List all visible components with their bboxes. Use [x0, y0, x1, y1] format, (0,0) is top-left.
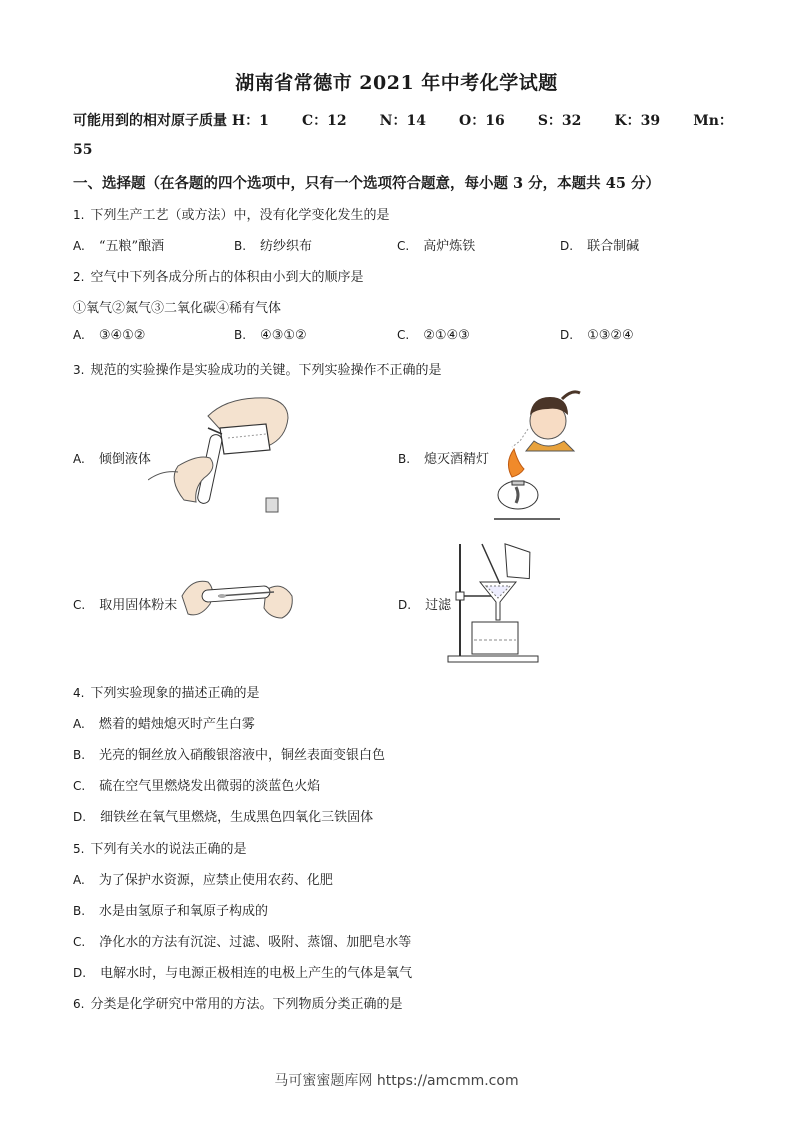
- question-text: 下列生产工艺（或方法）中，没有化学变化发生的是: [90, 208, 390, 223]
- section-heading: 一、选择题（在各题的四个选项中，只有一个选项符合题意，每小题 3 分，本题共 45 分）: [73, 175, 660, 192]
- question-4: [73, 682, 259, 701]
- question-text: 下列实验现象的描述正确的是: [90, 686, 260, 701]
- question-3: [73, 359, 441, 378]
- option-d: D. 联合制碱: [560, 239, 640, 254]
- option-d: D. 电解水时，与电源正极相连的电极上产生的气体是氧气: [73, 966, 413, 981]
- atomic-masses-label: 可能用到的相对原子质量 H：1: [73, 113, 269, 129]
- filtration-figure: [446, 540, 541, 666]
- atomic-mass-mn: Mn：: [693, 113, 733, 129]
- atomic-masses: [73, 110, 733, 130]
- option-b: B. 光亮的铜丝放入硝酸银溶液中，铜丝表面变银白色: [73, 748, 386, 763]
- question-5: [73, 838, 246, 857]
- option-c: C. ②①④③: [397, 328, 470, 343]
- atomic-mass-k: K：39: [614, 113, 661, 129]
- option-d: D. ①③②④: [560, 328, 634, 343]
- question-number: 3.: [73, 363, 85, 377]
- question-2-sub: ①氧气②氮气③二氧化碳④稀有气体: [73, 301, 282, 316]
- option-a: A. ③④①②: [73, 328, 146, 343]
- atomic-mass-c: C：12: [301, 113, 347, 129]
- question-text: 空气中下列各成分所占的体积由小到大的顺序是: [90, 270, 364, 285]
- option-d: D. 细铁丝在氧气里燃烧，生成黑色四氧化三铁固体: [73, 810, 374, 825]
- question-2: [73, 266, 363, 285]
- question-number: 6.: [73, 997, 85, 1011]
- footer-watermark: 马可蜜蜜题库网 https://amcmm.com: [274, 1073, 519, 1089]
- option-a: A. 为了保护水资源，应禁止使用农药、化肥: [73, 873, 333, 888]
- option-a: A. “五粮”酿酒: [73, 239, 165, 254]
- option-d: D. 过滤: [398, 598, 452, 613]
- solid-powder-figure: [178, 570, 298, 632]
- option-b: B. 纺纱织布: [234, 239, 313, 254]
- pouring-liquid-figure: [148, 388, 298, 523]
- option-c: C. 净化水的方法有沉淀、过滤、吸附、蒸馏、加肥皂水等: [73, 935, 412, 950]
- option-c: C. 硫在空气里燃烧发出微弱的淡蓝色火焰: [73, 779, 321, 794]
- page-title: 湖南省常德市 2021 年中考化学试题: [235, 72, 558, 94]
- question-number: 5.: [73, 842, 85, 856]
- question-text: 规范的实验操作是实验成功的关键。下列实验操作不正确的是: [90, 363, 442, 378]
- option-c: C. 高炉炼铁: [397, 239, 476, 254]
- question-number: 1.: [73, 208, 85, 222]
- alcohol-lamp-figure: [490, 385, 585, 525]
- atomic-mass-s: S：32: [537, 113, 582, 129]
- question-text: 分类是化学研究中常用的方法。下列物质分类正确的是: [90, 997, 403, 1012]
- option-b: B. 水是由氢原子和氧原子构成的: [73, 904, 269, 919]
- atomic-mass-n: N：14: [379, 113, 426, 129]
- atomic-mass-o: O：16: [459, 113, 505, 129]
- question-6: [73, 993, 402, 1012]
- question-number: 2.: [73, 270, 85, 284]
- option-b: B. 熄灭酒精灯: [398, 452, 490, 467]
- question-1: [73, 204, 389, 223]
- atomic-mass-mn-value: 55: [73, 142, 93, 158]
- question-number: 4.: [73, 686, 85, 700]
- option-c: C. 取用固体粉末: [73, 598, 178, 613]
- option-b: B. ④③①②: [234, 328, 307, 343]
- option-a: A. 燃着的蜡烛熄灭时产生白雾: [73, 717, 255, 732]
- option-a: A. 倾倒液体: [73, 452, 151, 467]
- question-text: 下列有关水的说法正确的是: [90, 842, 247, 857]
